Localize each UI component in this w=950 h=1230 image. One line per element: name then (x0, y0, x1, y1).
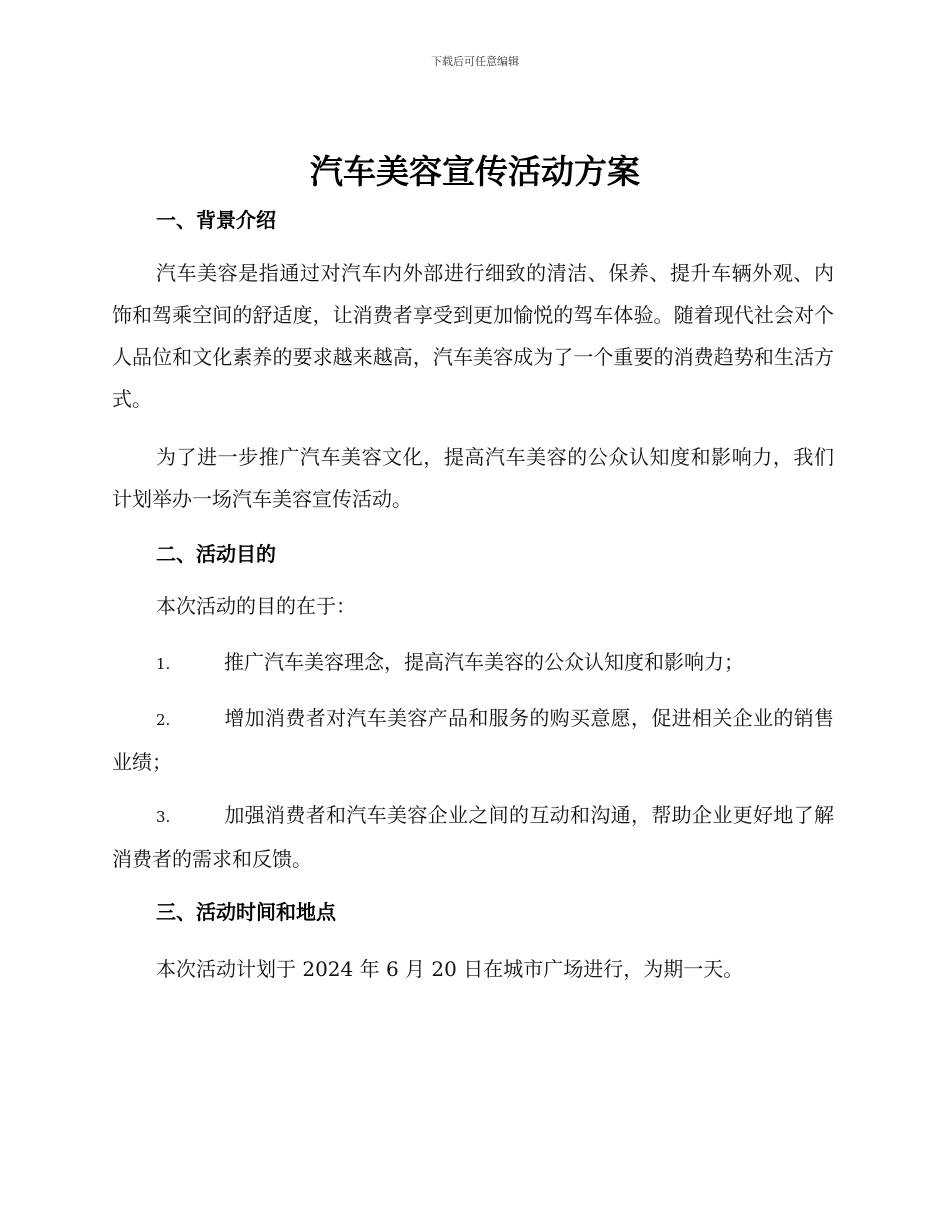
header-note: 下载后可任意编辑 (431, 55, 519, 68)
goal-list-number: 3. (156, 808, 171, 826)
goal-list-item (112, 794, 834, 880)
goal-list-number: 2. (156, 711, 171, 729)
goal-list-text: 加强消费者和汽车美容企业之间的互动和沟通，帮助企业更好地了解消费者的需求和反馈。 (112, 803, 834, 871)
section-heading-time-place: 三、活动时间和地点 (156, 900, 336, 924)
goals-intro: 本次活动的目的在于： (156, 594, 356, 618)
goal-list-text: 增加消费者对汽车美容产品和服务的购买意愿，促进相关企业的销售业绩； (112, 706, 834, 774)
document-title: 汽车美容宣传活动方案 (310, 152, 640, 191)
goal-list-text: 推广汽车美容理念，提高汽车美容的公众认知度和影响力； (224, 650, 744, 674)
goal-list-item (112, 697, 834, 783)
goal-list-number: 1. (156, 655, 171, 673)
section-heading-goals: 二、活动目的 (156, 542, 276, 566)
section-heading-background: 一、背景介绍 (156, 208, 276, 232)
background-paragraph-2: 为了进一步推广汽车美容文化，提高汽车美容的公众认知度和影响力，我们计划举办一场汽车美容宣传活动。 (112, 445, 834, 511)
background-paragraph-1: 汽车美容是指通过对汽车内外部进行细致的清洁、保养、提升车辆外观、内饰和驾乘空间的舒适度，让消费者享受到更加愉悦的驾车体验。随着现代社会对个人品位和文化素养的要求越来越高，汽车美容成为了一个重要的消费趋势和生活方式。 (112, 261, 834, 411)
time-place-paragraph: 本次活动计划于 2024 年 6 月 20 日在城市广场进行，为期一天。 (156, 957, 744, 981)
goal-list-item (112, 641, 834, 685)
